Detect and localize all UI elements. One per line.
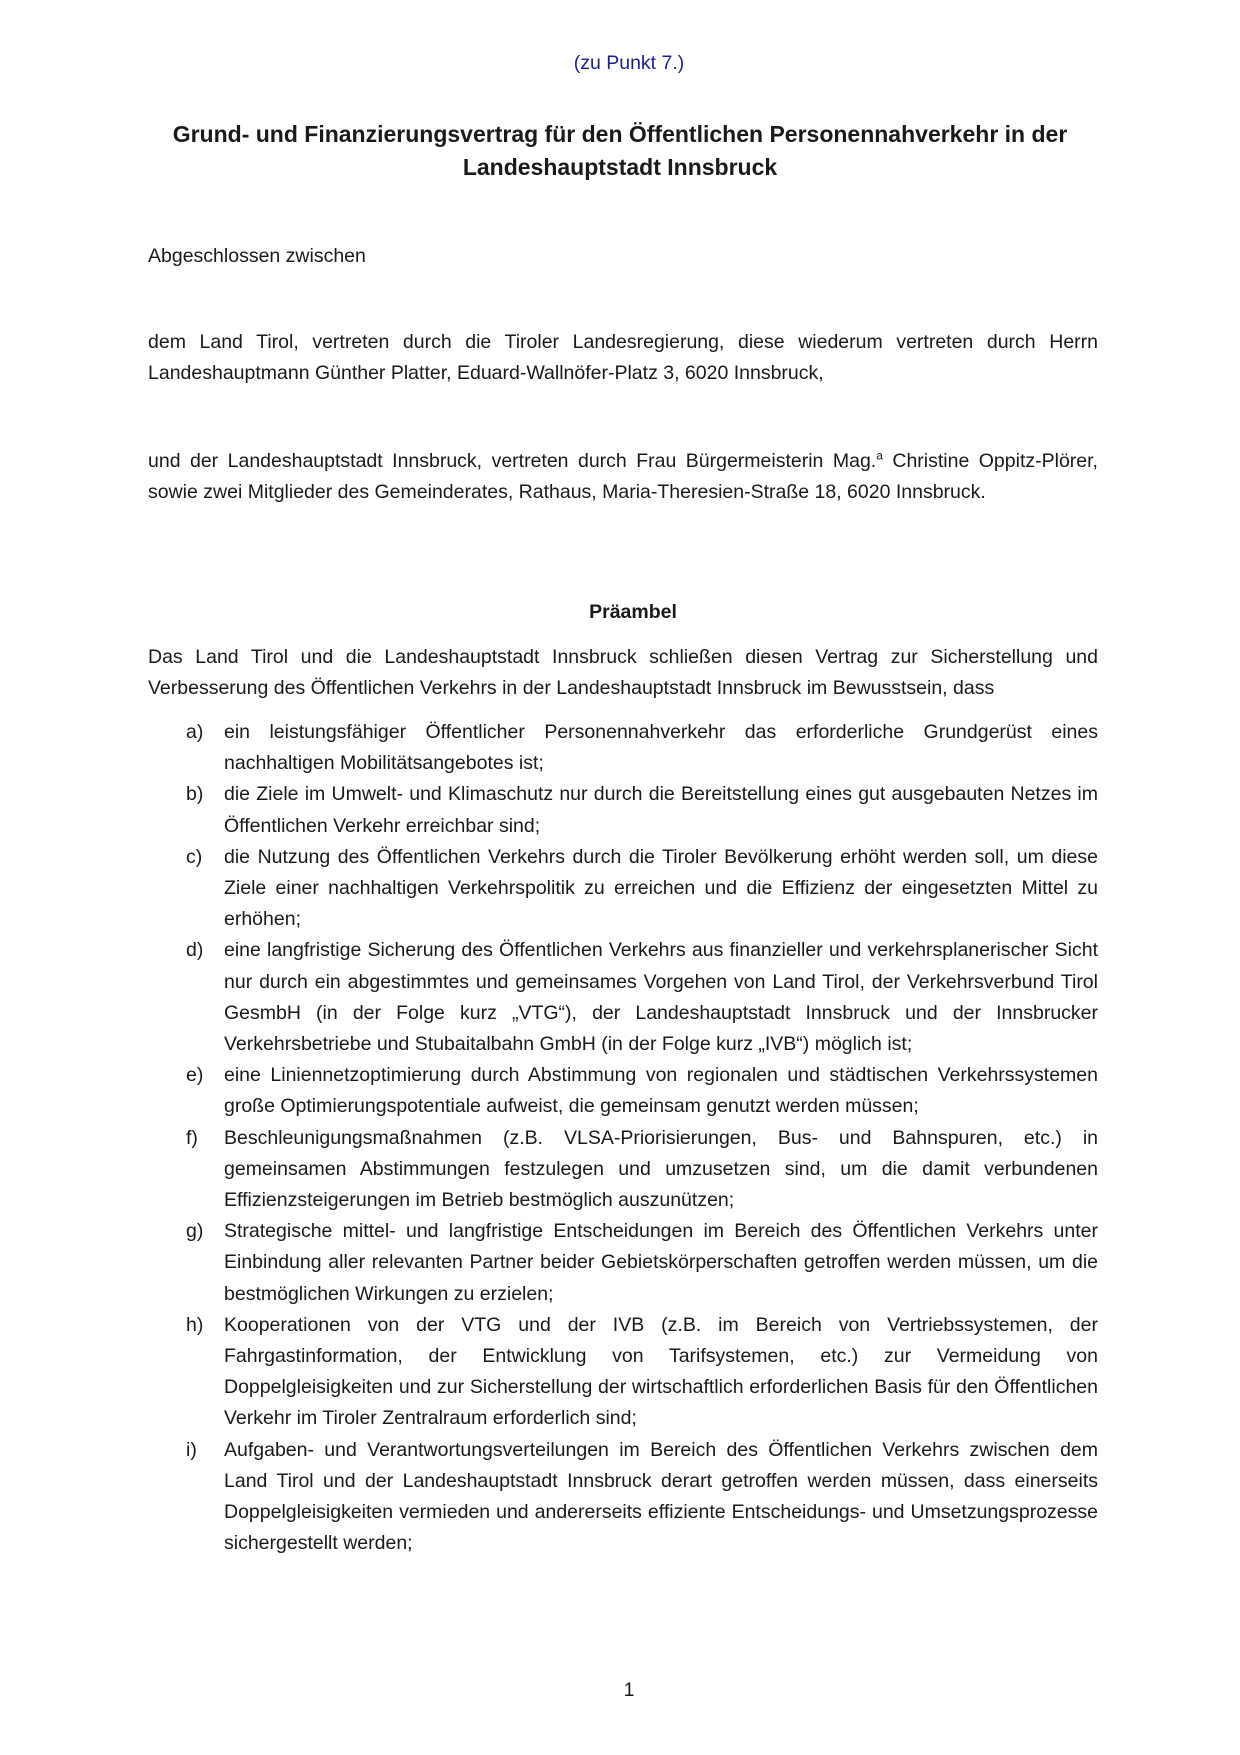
page-number: 1 [623, 1679, 635, 1701]
party-innsbruck-text-end: Christine Oppitz-Plörer, sowie zwei Mitglieder des Gemeinderates, Rathaus, Maria-Theresien-Straße 18, 6020 Innsbruck. [148, 450, 1098, 503]
list-item-e [148, 1060, 1098, 1122]
preamble-text: Das Land Tirol und die Landeshauptstadt Innsbruck schließen diesen Vertrag zur Sicherstellung und Verbesserung des Öffentlichen Verkehrs in der Landeshauptstadt Innsbruck im Bewusstsein, dass [148, 646, 1098, 699]
list-item-h [148, 1310, 1098, 1435]
list-marker: f) [186, 1126, 198, 1149]
list-item-d [148, 935, 1098, 1060]
list-marker: h) [186, 1313, 204, 1336]
list-item-f [148, 1123, 1098, 1217]
list-item-a [148, 717, 1098, 779]
list-marker: b) [186, 783, 204, 806]
parties-intro: Abgeschlossen zwischen [148, 245, 366, 267]
list-item-text: Beschleunigungsmaßnahmen (z.B. VLSA-Priorisierungen, Bus- und Bahnspuren, etc.) in gemeinsamen Abstimmungen festzulegen und umzusetzen sind, um die damit verbundenen Effizienzsteigerungen im Betrieb bestmöglich auszunützen; [224, 1126, 1098, 1212]
list-marker: c) [186, 845, 203, 868]
list-item-text: Kooperationen von der VTG und der IVB (z.B. im Bereich von Vertriebssystemen, der Fahrgastinformation, der Entwicklung von Tarifsystemen, etc.) zur Vermeidung von Doppelgleisigkeiten und zur Sicherstellung der wirtschaftlich erforderlichen Basis für den Öffentlichen Verkehr im Tiroler Zentralraum erforderlich sind; [224, 1313, 1098, 1430]
list-marker: a) [186, 721, 204, 743]
list-item-text: ein leistungsfähiger Öffentlicher Personennahverkehr das erforderliche Grundgerüst eines nachhaltigen Mobilitätsangebotes ist; [224, 721, 1098, 775]
document-title: Grund- und Finanzierungsvertrag für den Öffentlichen Personennahverkehr in der Landeshauptstadt Innsbruck [172, 121, 1068, 180]
list-item-text: die Nutzung des Öffentlichen Verkehrs durch die Tiroler Bevölkerung erhöht werden soll, um diese Ziele einer nachhaltigen Verkehrspolitik zu erreichen und die Effizienz der eingesetzten Mittel zu erhöhen; [224, 845, 1098, 931]
list-item-text: die Ziele im Umwelt- und Klimaschutz nur durch die Bereitstellung eines gut ausgebauten Netzes im Öffentlichen Verkehr erreichbar sind; [224, 783, 1098, 837]
party-innsbruck-superscript: a [876, 448, 883, 463]
list-item-text: Strategische mittel- und langfristige Entscheidungen im Bereich des Öffentlichen Verkehrs unter Einbindung aller relevanten Partner beider Gebietskörperschaften getroffen werden müssen, um die bestmöglichen Wirkungen zu erzielen; [224, 1220, 1098, 1305]
list-item-text: eine Liniennetzoptimierung durch Abstimmung von regionalen und städtischen Verkehrssystemen große Optimierungspotentiale aufweist, die gemeinsam genutzt werden müssen; [224, 1064, 1098, 1118]
list-item-b [148, 779, 1098, 841]
list-marker: e) [186, 1064, 204, 1087]
list-item-text: Aufgaben- und Verantwortungsverteilungen im Bereich des Öffentlichen Verkehrs zwischen dem Land Tirol und der Landeshauptstadt Innsbruck derart getroffen werden müssen, dass einerseits Doppelgleisigkeiten vermieden und andererseits effiziente Entscheidungs- und Umsetzungsprozesse sichergestellt werden; [224, 1438, 1098, 1555]
list-item-i [148, 1435, 1098, 1560]
list-marker: i) [186, 1438, 197, 1461]
list-marker: g) [186, 1220, 204, 1243]
list-marker: d) [186, 939, 204, 962]
preamble-heading: Präambel [589, 601, 677, 623]
agenda-reference: (zu Punkt 7.) [573, 52, 685, 74]
party-land-tirol: dem Land Tirol, vertreten durch die Tiroler Landesregierung, diese wiederum vertreten durch Herrn Landeshauptmann Günther Platter, Eduard-Wallnöfer-Platz 3, 6020 Innsbruck, [148, 331, 1098, 384]
preamble-list [148, 717, 1098, 1559]
list-item-c [148, 842, 1098, 936]
list-item-text: eine langfristige Sicherung des Öffentlichen Verkehrs aus finanzieller und verkehrsplanerischer Sicht nur durch ein abgestimmtes und gemeinsames Vorgehen von Land Tirol, der Verkehrsverbund Tirol GesmbH (in der Folge kurz „VTG“), der Landeshauptstadt Innsbruck und der Innsbrucker Verkehrsbetriebe und Stubaitalbahn GmbH (in der Folge kurz „IVB“) möglich ist; [224, 939, 1098, 1056]
party-innsbruck-text-start: und der Landeshauptstadt Innsbruck, vertreten durch Frau Bürgermeisterin Mag. [148, 450, 877, 472]
list-item-g [148, 1216, 1098, 1310]
party-innsbruck [148, 446, 1098, 508]
